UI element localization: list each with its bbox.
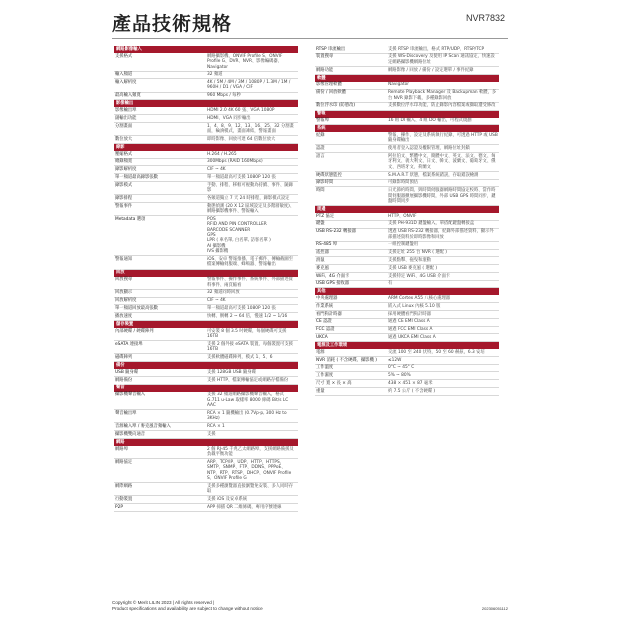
spec-row xyxy=(114,459,298,483)
spec-label: USB RS-232 轉接器 xyxy=(315,228,387,241)
spec-row xyxy=(315,364,499,372)
spec-row xyxy=(315,249,499,257)
spec-value: ARP、TCP/IP、UDP、HTTP、HTTPS、SMTP、SNMP、FTP、DDNS、PPPoE、NTP、RTP、RTSP、DHCP、ONVIF Profile S、ONVIF Profile G xyxy=(206,459,298,483)
spec-row xyxy=(114,431,298,439)
spec-row xyxy=(114,297,298,305)
spec-value: 網路影像 / 回放 / 備份 / 設定選單 / 事件紀錄 xyxy=(387,66,499,74)
section-header xyxy=(114,100,298,108)
spec-label: 認證 xyxy=(315,145,387,153)
model-number: NVR7832 xyxy=(465,13,505,23)
spec-label: 攝影機聲音輸入 xyxy=(114,392,206,410)
spec-row xyxy=(114,136,298,144)
spec-label: RS-485 埠 xyxy=(315,241,387,249)
section-title: 影像輸出 xyxy=(114,100,298,108)
spec-value: 通過 UKCA EMI Class A xyxy=(387,334,499,342)
spec-value: S.M.A.R.T 狀態，檔案系統錯誤，存取錯誤檢測 xyxy=(387,171,499,179)
spec-value: 2 個 RJ-45 千兆乙太網路埠，支援網路備援及負載平衡功能 xyxy=(206,446,298,459)
section-title: 軟體 xyxy=(315,74,499,82)
spec-value: iOS、安卓 警報推播、電子郵件、傳輸截圖至檔案傳輸伺服端、蜂鳴器、警報輸出 xyxy=(206,256,298,269)
spec-row xyxy=(315,388,499,396)
spec-label: 錄影模式 xyxy=(114,182,206,195)
spec-row xyxy=(114,410,298,423)
spec-label: eSATA 連接埠 xyxy=(114,341,206,354)
spec-value: 32 頻道 xyxy=(206,71,298,79)
spec-value: 支援 PH-931D 鍵盤輸入，單搭配鍵盤轉接盒 xyxy=(387,220,499,228)
spec-row xyxy=(114,354,298,362)
section-header xyxy=(114,438,298,446)
spec-value: CIF ~ 4K xyxy=(206,166,298,174)
spec-label: 副輸出功能 xyxy=(114,115,206,123)
spec-row xyxy=(114,341,298,354)
spec-row xyxy=(315,213,499,220)
spec-label: 網路埠 xyxy=(114,446,206,459)
spec-row xyxy=(114,122,298,135)
spec-label: 數位放大 xyxy=(114,136,206,144)
spec-label: 網路功能 xyxy=(315,66,387,74)
page-title: 產品技術規格 xyxy=(112,13,233,35)
spec-label: Metadata 選項 xyxy=(114,216,206,256)
spec-row xyxy=(315,171,499,179)
spec-row xyxy=(114,256,298,269)
spec-row xyxy=(114,202,298,215)
section-title: 其他 xyxy=(315,288,499,296)
spec-row xyxy=(114,483,298,496)
spec-row xyxy=(114,289,298,297)
spec-value: 支援點擊、拖曳和滾動 xyxy=(387,257,499,265)
section-header xyxy=(114,362,298,370)
spec-label: 紀錄 xyxy=(315,132,387,145)
spec-label: 時間 xyxy=(315,187,387,206)
spec-value: 快轉、倒轉 2 ~ 64 倍，慢速 1/2 ~ 1/16 xyxy=(206,313,298,321)
spec-row xyxy=(114,79,298,92)
spec-value: 交流 100 至 240 伏特，50 至 60 赫茲，6.3 安培 xyxy=(387,349,499,356)
section-title: 備份 xyxy=(114,362,298,370)
spec-column-left xyxy=(114,46,298,512)
spec-label: 內部硬碟 / 硬碟陣列 xyxy=(114,328,206,341)
spec-value: 使用者登入認證及權限管理，網路位址封鎖 xyxy=(387,145,499,153)
spec-value: 32 頻道同時回放 xyxy=(206,289,298,297)
spec-row xyxy=(114,53,298,71)
spec-value: 支援 128GB USB 隨身碟 xyxy=(206,369,298,376)
spec-row xyxy=(315,295,499,302)
spec-value: 網路攝影機、ONVIF Profile S、ONVIF Profile G、DVR、NVR、影像編碼器、Navigator xyxy=(206,53,298,71)
spec-label: 錄影解析度 xyxy=(114,166,206,174)
spec-label: 回放搜尋 xyxy=(114,277,206,290)
spec-value: 通過 CE EMI Class A xyxy=(387,318,499,326)
spec-value: 支援 2 個外接 eSATA 裝置，每個裝置可支援 16TB xyxy=(206,341,298,354)
spec-column-right xyxy=(315,46,499,396)
spec-value: HTTP、ONVIF xyxy=(387,213,499,220)
spec-value: RCA × 1 xyxy=(206,423,298,431)
spec-row xyxy=(114,305,298,313)
spec-row xyxy=(315,372,499,380)
spec-label: FCC 認證 xyxy=(315,326,387,334)
spec-value: Remote Playback Manager 及 Backupman 軟體，多台 NVR 錄影下載，多種錄影回放 xyxy=(387,89,499,102)
spec-label: RTSP 串流輸出 xyxy=(315,46,387,53)
spec-value: 一組控制鍵盤用 xyxy=(387,241,499,249)
spec-row xyxy=(315,334,499,342)
spec-label: 中央處理器 xyxy=(315,295,387,302)
spec-value: Navigator xyxy=(387,82,499,89)
spec-label: 分割畫面 xyxy=(114,122,206,135)
spec-row xyxy=(114,376,298,384)
spec-row xyxy=(315,228,499,241)
spec-value: POS RFID AND PIN CONTROLLER BARCODE SCANNER GPS LPR ( 車名單, 白名單, 訪客名單 ) AI 攝影機 IVS 攝影機 xyxy=(206,216,298,256)
spec-label: 麥克風 xyxy=(315,265,387,273)
spec-row xyxy=(315,265,499,273)
spec-notice: Product specifications and availability are subject to change without notice xyxy=(112,606,263,611)
section-header xyxy=(315,342,499,350)
spec-value: 5% ~ 80% xyxy=(387,372,499,380)
spec-value: 支援數位浮水印功能，防止錄影內容檔案或擷取遭受修改 xyxy=(387,102,499,110)
spec-row xyxy=(315,46,499,53)
spec-row xyxy=(315,118,499,125)
spec-label: 行動裝置 xyxy=(114,496,206,504)
spec-label: 單一頻道最高錄影張數 xyxy=(114,174,206,182)
section-title: 回放 xyxy=(114,269,298,277)
spec-row xyxy=(315,145,499,153)
spec-value: ARM Cortex A55 八核心處理器 xyxy=(387,295,499,302)
section-title: 網路 xyxy=(114,438,298,446)
spec-label: 電源 xyxy=(315,349,387,356)
section-header xyxy=(315,206,499,214)
section-title: 系統 xyxy=(315,125,499,133)
spec-row xyxy=(315,356,499,364)
spec-row xyxy=(315,187,499,206)
spec-row xyxy=(114,216,298,256)
spec-row xyxy=(114,174,298,182)
spec-value: 438 × 451 × 87 毫米 xyxy=(387,380,499,388)
spec-row xyxy=(114,107,298,114)
spec-label: CE 認證 xyxy=(315,318,387,326)
spec-label: 警報通知 xyxy=(114,256,206,269)
spec-label: 數位浮水印 (防篡改) xyxy=(315,102,387,110)
section-header xyxy=(114,384,298,392)
spec-label: 支援格式 xyxy=(114,53,206,71)
document-code: 202306051112 xyxy=(481,606,508,611)
spec-value: HDMI、VGA 同步輸出 xyxy=(206,115,298,123)
spec-value: 支援 32 頻道網路攝影機聲音輸入，格式 G.711 u-Law 取樣率 8000 條碼 Bit/s LC AAC xyxy=(206,392,298,410)
spec-label: 錄影時間 xyxy=(315,179,387,187)
spec-row xyxy=(114,71,298,79)
spec-label: 語言 xyxy=(315,153,387,172)
spec-row xyxy=(114,92,298,100)
spec-row xyxy=(315,82,499,89)
spec-label: UKCA xyxy=(315,334,387,342)
spec-row xyxy=(114,115,298,123)
spec-value: 阿拉伯文、繁體中文、簡體中文、英文、法文、德文、匈牙利文、義大利文、日文、韓文、波蘭文、葡萄牙文、俄文、西班牙文、荷蘭文 xyxy=(387,153,499,172)
spec-value: 4K / 5M / 4M / 3M / 1080P / 1.3M / 1M / 960H / D1 / VGA / CIF xyxy=(206,79,298,92)
spec-value: 0°C ~ 45° C xyxy=(387,364,499,372)
section-header xyxy=(114,46,298,53)
copyright-text: Copyright © Merit LILIN 2023 | All rights reserved | xyxy=(112,600,215,605)
spec-value: 單一頻道最高可支援 1080P 120 張 xyxy=(206,174,298,182)
spec-row xyxy=(315,53,499,66)
section-title: 周邊 xyxy=(315,206,499,214)
spec-label: 單一頻道回放最高張數 xyxy=(114,305,206,313)
spec-label: 鍵盤 xyxy=(315,220,387,228)
spec-value: 支援特定 WiFi、4G USB 介面卡 xyxy=(387,272,499,280)
spec-label: 網路協定 xyxy=(114,459,206,483)
spec-row xyxy=(315,280,499,288)
spec-row xyxy=(315,349,499,356)
spec-row xyxy=(114,195,298,203)
spec-value: 可安裝 8 個 3.5 吋硬碟，每個硬碟可支援 16TB xyxy=(206,328,298,341)
spec-label: 輸入頻道 xyxy=(114,71,206,79)
spec-label: 網路備份 xyxy=(114,376,206,384)
spec-label: 硬碟狀態監控 xyxy=(315,171,387,179)
spec-value: 支援 WS-Discovery 及使用 IP Scan 通訊協定，快速設定網路攝影機網路位址 xyxy=(387,53,499,66)
spec-row xyxy=(315,318,499,326)
spec-label: 音源輸入埠 / 麥克風音頻輸入 xyxy=(114,423,206,431)
spec-row xyxy=(315,66,499,74)
title-divider xyxy=(112,38,508,39)
section-title: 錄影 xyxy=(114,143,298,151)
spec-row xyxy=(114,182,298,195)
spec-value: 支援多種瀏覽器直接瀏覽免安裝、多人同時存取 xyxy=(206,483,298,496)
spec-row xyxy=(315,257,499,265)
spec-row xyxy=(114,392,298,410)
spec-label: USB GPS 接收器 xyxy=(315,280,387,288)
spec-value: 動態偵測 (20 X 12 區域設定及多階層敏度)、網路攝影機事件、警報輸入 xyxy=(206,202,298,215)
spec-label: 工作溫度 xyxy=(315,364,387,372)
spec-row xyxy=(315,311,499,319)
spec-label: P2P xyxy=(114,504,206,512)
spec-row xyxy=(315,102,499,110)
section-header xyxy=(315,125,499,133)
spec-label: 影像輸出埠 xyxy=(114,107,206,114)
spec-row xyxy=(114,328,298,341)
spec-label: WiFi、4G 介面卡 xyxy=(315,272,387,280)
spec-value: CIF ~ 4K xyxy=(206,297,298,305)
spec-value: 支援 USB 麥克風 ( 選配 ) xyxy=(387,265,499,273)
spec-row xyxy=(114,504,298,512)
spec-value: 1、4、8、9、12、13、16、25、32 分割畫面，輪詢模式，畫面凍結，警報畫面 xyxy=(206,122,298,135)
section-header xyxy=(315,288,499,296)
spec-value: 通過 FCC EMI Class A xyxy=(387,326,499,334)
section-header xyxy=(315,74,499,82)
spec-value: H.264 / H.265 xyxy=(206,151,298,158)
spec-row xyxy=(114,496,298,504)
spec-label: 總錄頻寬 xyxy=(114,158,206,166)
spec-value: 可錄影時間預估 xyxy=(387,179,499,187)
spec-value: 單一頻道最高可支援 1080P 120 張 xyxy=(206,305,298,313)
spec-label: 磁碟陣列 xyxy=(114,354,206,362)
spec-label: 攝影機雙向通音 xyxy=(114,431,206,439)
section-title: 警報 xyxy=(315,110,499,118)
spec-row xyxy=(114,277,298,290)
spec-label: 遙控器 xyxy=(315,249,387,257)
section-header xyxy=(114,269,298,277)
spec-value: 支援軟體磁碟陣列，模式 1、5、6 xyxy=(206,354,298,362)
spec-value: 有 xyxy=(387,280,499,288)
section-title: 聲音 xyxy=(114,384,298,392)
spec-row xyxy=(315,303,499,311)
spec-row xyxy=(114,446,298,459)
spec-row xyxy=(114,369,298,376)
spec-value: HDMI 2.0 4K 60 張、VGA 1080P xyxy=(206,107,298,114)
spec-value: ≤12W xyxy=(387,356,499,364)
spec-value: 支援 HTTP、檔案傳輸協定或網路存檔備份 xyxy=(206,376,298,384)
spec-value: 支援 xyxy=(206,431,298,439)
spec-value: APP 掃描 QR 二維條碼，專用序號連線 xyxy=(206,504,298,512)
spec-label: 警報埠 xyxy=(315,118,387,125)
spec-label: 聲音輸出埠 xyxy=(114,410,206,423)
spec-label: USB 隨身碟 xyxy=(114,369,206,376)
spec-value: 16 組 DI 輸入、4 組 DO 輸出，可程式規劃 xyxy=(387,118,499,125)
spec-label: 網際網路 xyxy=(114,483,206,496)
spec-row xyxy=(315,326,499,334)
spec-label: 裝置搜尋 xyxy=(315,53,387,66)
spec-row xyxy=(114,166,298,174)
spec-value: 約 7.5 公斤 ( 不含硬碟 ) xyxy=(387,388,499,396)
spec-value: 嵌入式 Linux 內核 5.10 版 xyxy=(387,303,499,311)
spec-value: 即時影像、回放可達 64 倍數位放大 xyxy=(206,136,298,144)
spec-value: 960 Mbps / 每秒 xyxy=(206,92,298,100)
section-header xyxy=(114,143,298,151)
spec-label: 壓縮格式 xyxy=(114,151,206,158)
section-title: 網路影像輸入 xyxy=(114,46,298,53)
spec-row xyxy=(315,132,499,145)
spec-row xyxy=(315,89,499,102)
spec-value: 警報事件、操作事件、系統事件、外部描述資料事件、兩頁縮看 xyxy=(206,277,298,290)
footer xyxy=(112,600,263,612)
spec-label: 尺寸 寬 × 長 × 高 xyxy=(315,380,387,388)
section-title: 儲存裝置 xyxy=(114,320,298,328)
spec-label: 作業系統 xyxy=(315,303,387,311)
spec-row xyxy=(315,241,499,249)
spec-label: NVR 消耗 ( 不含硬碟、攝影機 ) xyxy=(315,356,387,364)
spec-label: 看門狗計時器 xyxy=(315,311,387,319)
spec-label: 工作濕度 xyxy=(315,372,387,380)
spec-row xyxy=(114,151,298,158)
spec-label: 影像管理軟體 xyxy=(315,82,387,89)
spec-value: RCA × 1 隨機輸出 (0.7Vp-p, 300 Hz to 3KHz) xyxy=(206,410,298,423)
spec-label: 警報事件 xyxy=(114,202,206,215)
spec-row xyxy=(315,179,499,187)
spec-row xyxy=(315,380,499,388)
spec-row xyxy=(315,272,499,280)
spec-value: 支援 RTSP 串流輸出，格式 RTP/UDP、RTSP/TCP xyxy=(387,46,499,53)
spec-value: 300Mbps (RAID 160Mbps) xyxy=(206,158,298,166)
spec-value: 採用硬體看門狗計時器 xyxy=(387,311,499,319)
spec-value: 支援 iOS 及安卓系統 xyxy=(206,496,298,504)
spec-label: 回放解析度 xyxy=(114,297,206,305)
spec-value: 警報、操作、設定及系統執行紀錄，可透過 HTTP 或 USB 隨身碟輸出 xyxy=(388,132,498,144)
spec-value: 日光節約時間、與時間伺服器網路時間協定校時、當作時間伺服器擴展攝影機時間，外部 USB GPS 時間同步，鍵盤時間同步 xyxy=(387,187,499,206)
section-title: 電源及工作環境 xyxy=(315,342,499,350)
spec-row xyxy=(114,158,298,166)
spec-label: 播放速度 xyxy=(114,313,206,321)
spec-label: 備份 / 回放軟體 xyxy=(315,89,387,102)
spec-label: PTZ 協定 xyxy=(315,213,387,220)
spec-label: 滑鼠 xyxy=(315,257,387,265)
spec-label: 輸入解析度 xyxy=(114,79,206,92)
spec-label: 重量 xyxy=(315,388,387,396)
spec-label: 錄影排程 xyxy=(114,195,206,203)
spec-value: 各頻道獨立 7 天 24 時排程，錄影模式設定 xyxy=(206,195,298,203)
spec-row xyxy=(315,153,499,172)
spec-label: 回放顯示 xyxy=(114,289,206,297)
spec-row xyxy=(114,423,298,431)
spec-label: 最高輸入頻寬 xyxy=(114,92,206,100)
section-header xyxy=(315,110,499,118)
spec-value: 手動、排程、移框可視動為持續、事件、隨錄影 xyxy=(206,182,298,195)
spec-row xyxy=(315,220,499,228)
spec-value: 支援定址 255 台 NVR ( 選配 ) xyxy=(387,249,499,257)
spec-value: 透過 USB RS-232 轉接器，紀錄外部描述資料，顯示外部描述資料於即時影像和回放 xyxy=(387,228,499,241)
spec-row xyxy=(114,313,298,321)
section-header xyxy=(114,320,298,328)
